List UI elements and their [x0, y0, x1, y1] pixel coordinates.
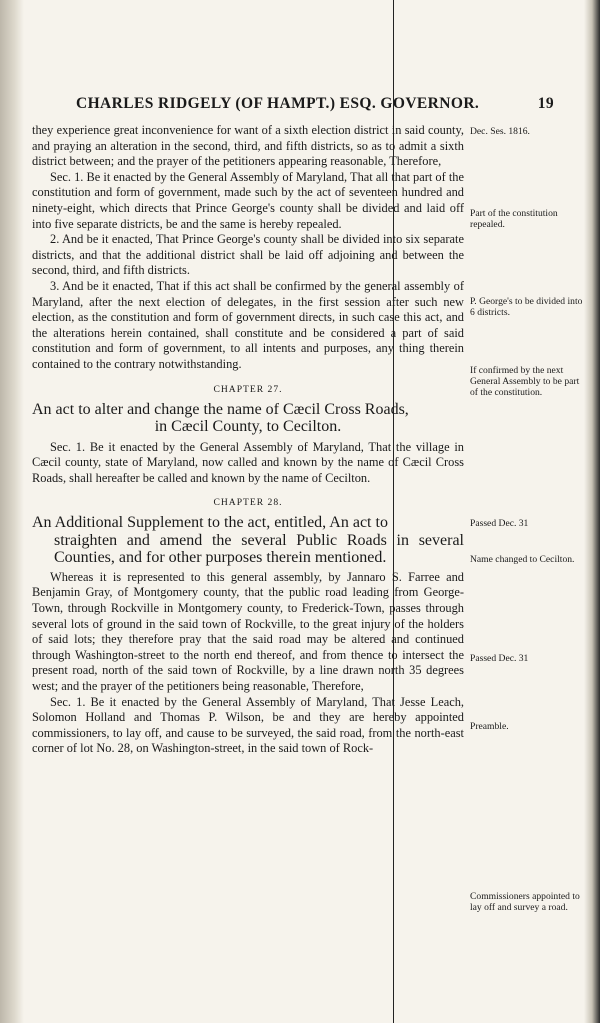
- main-text-column: [32, 123, 464, 757]
- paragraph-sec3: 3. And be it enacted, That if this act shall be confirmed by the general assembly of Maryland, after the next election of delegates, in the first session after such new election, as the constitution and form of government directs, in such case this act, and the alterations herein contained, shall constitute and be considered a part of said constitution and form of government, to all intents and purposes, any thing therein contained to the contrary notwithstanding.: [32, 278, 464, 371]
- chapter-28-preamble: Whereas it is represented to this general assembly, by Jannaro S. Farree and Benjamin Gray, of Montgomery county, that the public road leading from George-Town, through Rockville in Montgomery county, to Frederick-Town, passes through several lots of ground in the said town of Rockville, to the great injury of the holders of said lots; they therefore pray that the said road may be altered and continued through Washington-street to the north end thereof, and from thence to intersect the present road, north of the said town of Rockville, by a line drawn north 35 degrees west; and the prayer of the petitioners being reasonable, Therefore,: [32, 569, 464, 693]
- chapter-28-title-line2: straighten and amend the several Public Roads in several Counties, and for other purposes therein mentioned.: [54, 531, 464, 567]
- note-session: Dec. Ses. 1816.: [470, 126, 530, 137]
- chapter-27-body: Sec. 1. Be it enacted by the General Assembly of Maryland, That the village in Cæcil county, state of Maryland, now called and known by the name of Cæcil Cross Roads, shall hereafter be called and known by the name of Cecilton.: [32, 439, 464, 485]
- page-binding-shadow: [0, 0, 24, 1023]
- page-number: 19: [537, 95, 554, 112]
- chapter-28-sec1: Sec. 1. Be it enacted by the General Assembly of Maryland, That Jesse Leach, Solomon Holland and Thomas P. Wilson, be and they are hereby appointed commissioners, to lay off, and cause to be surveyed, the said road, from the north-east corner of lot No. 28, on Washington-street, in the said town of Rock-: [32, 694, 464, 756]
- note-confirmed: If confirmed by the next General Assembly to be part of the constitution.: [470, 365, 580, 398]
- chapter-27-title-line1: An act to alter and change the name of Cæcil Cross Roads,: [32, 400, 409, 418]
- note-passed-27: Passed Dec. 31: [470, 518, 529, 529]
- paragraph-sec2: 2. And be it enacted, That Prince George's county shall be divided into six separate districts, and that the additional district shall be laid off adjoining and between the second, third, and fifth districts.: [32, 232, 464, 278]
- note-commissioners: Commissioners appointed to lay off and survey a road.: [470, 891, 580, 913]
- running-head: CHARLES RIDGELY (OF HAMPT.) ESQ. GOVERNOR.: [76, 95, 480, 112]
- note-preamble: Preamble.: [470, 721, 509, 732]
- note-passed-28: Passed Dec. 31: [470, 653, 529, 664]
- note-repealed: Part of the constitution repealed.: [470, 208, 558, 230]
- paragraph-petition: they experience great inconvenience for want of a sixth election district in said county, and praying an alteration in the second, third, and fifth districts, so as to admit a sixth district between; and the prayer of the petitioners appearing reasonable, Therefore,: [32, 123, 464, 169]
- note-name-changed: Name changed to Cecilton.: [470, 554, 575, 565]
- page-edge-shadow: [584, 0, 600, 1023]
- chapter-27-title-line2: in Cæcil County, to Cecilton.: [154, 418, 342, 435]
- note-pgeorge: P. George's to be divided into 6 districts.: [470, 296, 583, 318]
- chapter-28-title-line1: An Additional Supplement to the act, entitled, An act to: [32, 514, 388, 532]
- chapter-27-heading: CHAPTER 27.: [213, 383, 283, 395]
- paragraph-sec1: Sec. 1. Be it enacted by the General Assembly of Maryland, That all that part of the constitution and form of government, made such by the act of seventeen hundred and ninety-eight, which directs that Prince George's county shall be divided and laid off into five separate districts, be and the same is hereby repealed.: [32, 169, 464, 231]
- chapter-28-heading: CHAPTER 28.: [213, 497, 283, 509]
